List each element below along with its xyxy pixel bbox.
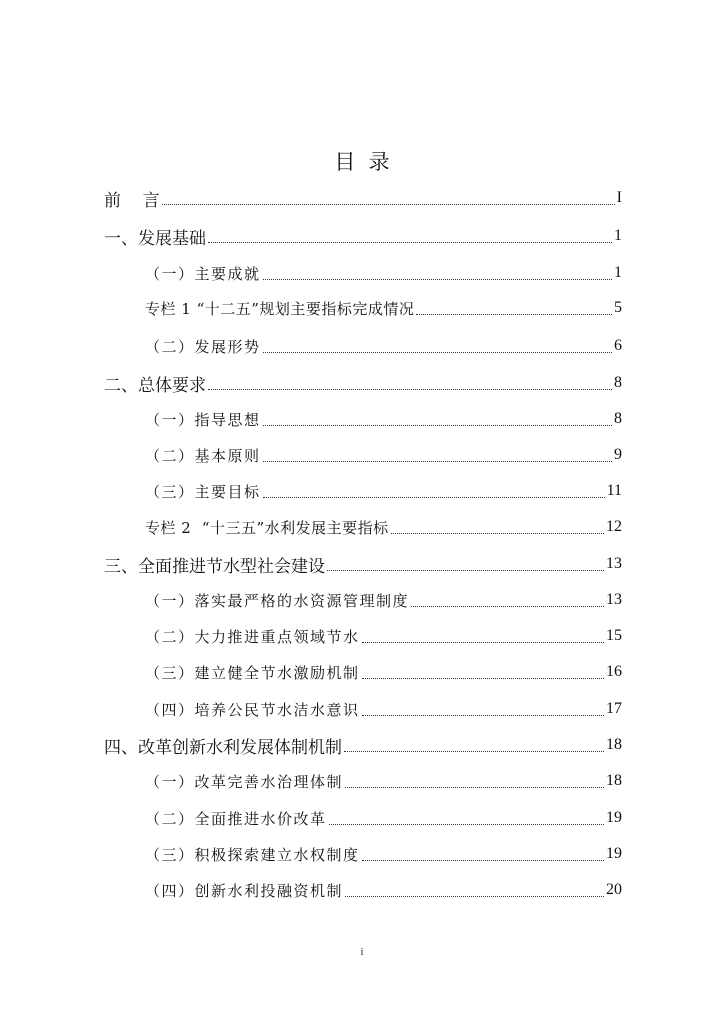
toc-entry-label: 专栏 1 “十二五”规划主要指标完成情况 bbox=[145, 299, 415, 318]
toc-entry-label: （三）建立健全节水激励机制 bbox=[145, 663, 360, 682]
toc-entry[interactable] bbox=[104, 368, 622, 398]
toc-leader-dots bbox=[162, 203, 615, 205]
toc-entry-page: 1 bbox=[614, 227, 622, 244]
toc-leader-dots bbox=[263, 278, 612, 280]
toc-leader-dots bbox=[263, 351, 612, 353]
toc-leader-dots bbox=[329, 823, 604, 825]
toc-leader-dots bbox=[411, 605, 604, 607]
toc-entry[interactable] bbox=[145, 839, 622, 869]
toc-leader-dots bbox=[362, 677, 604, 679]
toc-entry-label: （三）主要目标 bbox=[145, 482, 261, 501]
toc-entry-label: 二、总体要求 bbox=[104, 375, 206, 396]
toc-entry-label: （二）基本原则 bbox=[145, 446, 261, 465]
toc-entry-label: 四、改革创新水利发展体制机制 bbox=[104, 737, 342, 758]
toc-entry-label: （一）改革完善水治理体制 bbox=[145, 772, 344, 791]
toc-entry-page: 11 bbox=[606, 482, 622, 499]
toc-entry-page: 12 bbox=[606, 518, 622, 535]
toc-entry-label: 三、全面推进节水型社会建设 bbox=[104, 556, 325, 577]
toc-entry-label: （二）发展形势 bbox=[145, 337, 261, 356]
toc-entry[interactable] bbox=[104, 183, 622, 213]
toc-entry[interactable] bbox=[104, 221, 622, 251]
toc-entry-label: （一）指导思想 bbox=[145, 410, 261, 429]
toc-entry-page: 18 bbox=[606, 736, 622, 753]
toc-entry[interactable] bbox=[145, 331, 622, 361]
toc-entry-page: 16 bbox=[606, 663, 622, 680]
toc-entry-label: （四）创新水利投融资机制 bbox=[145, 881, 344, 900]
toc-entry-page: 8 bbox=[614, 374, 622, 391]
toc-entry-page: 13 bbox=[606, 591, 622, 608]
toc-entry[interactable] bbox=[145, 476, 622, 506]
toc-leader-dots bbox=[263, 496, 605, 498]
toc-entry-page: 17 bbox=[606, 700, 622, 717]
toc-entry-label: 一、发展基础 bbox=[104, 228, 206, 249]
toc-entry-page: 5 bbox=[614, 299, 622, 316]
toc-entry-page: 8 bbox=[614, 410, 622, 427]
toc-leader-dots bbox=[327, 569, 604, 571]
toc-entry[interactable] bbox=[145, 404, 622, 434]
toc-entry-label: 专栏 2 “十三五”水利发展主要指标 bbox=[145, 518, 389, 537]
toc-entry[interactable] bbox=[145, 766, 622, 796]
toc-entry[interactable] bbox=[145, 621, 622, 651]
toc-entry-label: （二）全面推进水价改革 bbox=[145, 809, 327, 828]
toc-entry-page: 13 bbox=[606, 555, 622, 572]
toc-entry-page: 20 bbox=[606, 881, 622, 898]
toc-entry-label: （二）大力推进重点领域节水 bbox=[145, 627, 360, 646]
toc-entry-page: 19 bbox=[606, 809, 622, 826]
toc-entry-label: 前 言 bbox=[104, 190, 160, 211]
toc-entry[interactable] bbox=[145, 803, 622, 833]
toc-entry-page: 9 bbox=[614, 446, 622, 463]
toc-leader-dots bbox=[263, 424, 612, 426]
toc-leader-dots bbox=[345, 786, 604, 788]
toc-entry-label: （一）落实最严格的水资源管理制度 bbox=[145, 591, 410, 610]
toc-leader-dots bbox=[362, 714, 604, 716]
toc-entry-label: （一）主要成就 bbox=[145, 264, 261, 283]
toc-entry-page: 15 bbox=[606, 627, 622, 644]
toc-entry[interactable] bbox=[145, 875, 622, 905]
toc-entry-page: I bbox=[616, 189, 622, 206]
toc-leader-dots bbox=[344, 750, 604, 752]
toc-entry[interactable] bbox=[145, 585, 622, 615]
toc-entry[interactable] bbox=[145, 694, 622, 724]
toc-entry[interactable] bbox=[145, 293, 622, 323]
toc-entry[interactable] bbox=[145, 258, 622, 288]
toc-entry[interactable] bbox=[145, 657, 622, 687]
toc-entry-page: 19 bbox=[606, 845, 622, 862]
toc-entry-label: （三）积极探索建立水权制度 bbox=[145, 845, 360, 864]
toc-leader-dots bbox=[362, 859, 604, 861]
toc-leader-dots bbox=[208, 241, 612, 243]
toc-entry-label: （四）培养公民节水洁水意识 bbox=[145, 700, 360, 719]
page-title: 目 录 bbox=[334, 150, 390, 174]
toc-entry[interactable] bbox=[145, 512, 622, 542]
toc-leader-dots bbox=[208, 388, 612, 390]
toc-leader-dots bbox=[263, 460, 612, 462]
footer-page-number: i bbox=[360, 946, 364, 958]
toc-entry-page: 18 bbox=[606, 772, 622, 789]
toc-leader-dots bbox=[345, 895, 604, 897]
toc-entry[interactable] bbox=[104, 730, 622, 760]
toc-leader-dots bbox=[391, 532, 604, 534]
toc-entry[interactable] bbox=[145, 440, 622, 470]
toc-entry[interactable] bbox=[104, 549, 622, 579]
toc-leader-dots bbox=[362, 641, 604, 643]
toc-leader-dots bbox=[416, 313, 612, 315]
toc-entry-page: 1 bbox=[614, 264, 622, 281]
toc-entry-page: 6 bbox=[614, 337, 622, 354]
